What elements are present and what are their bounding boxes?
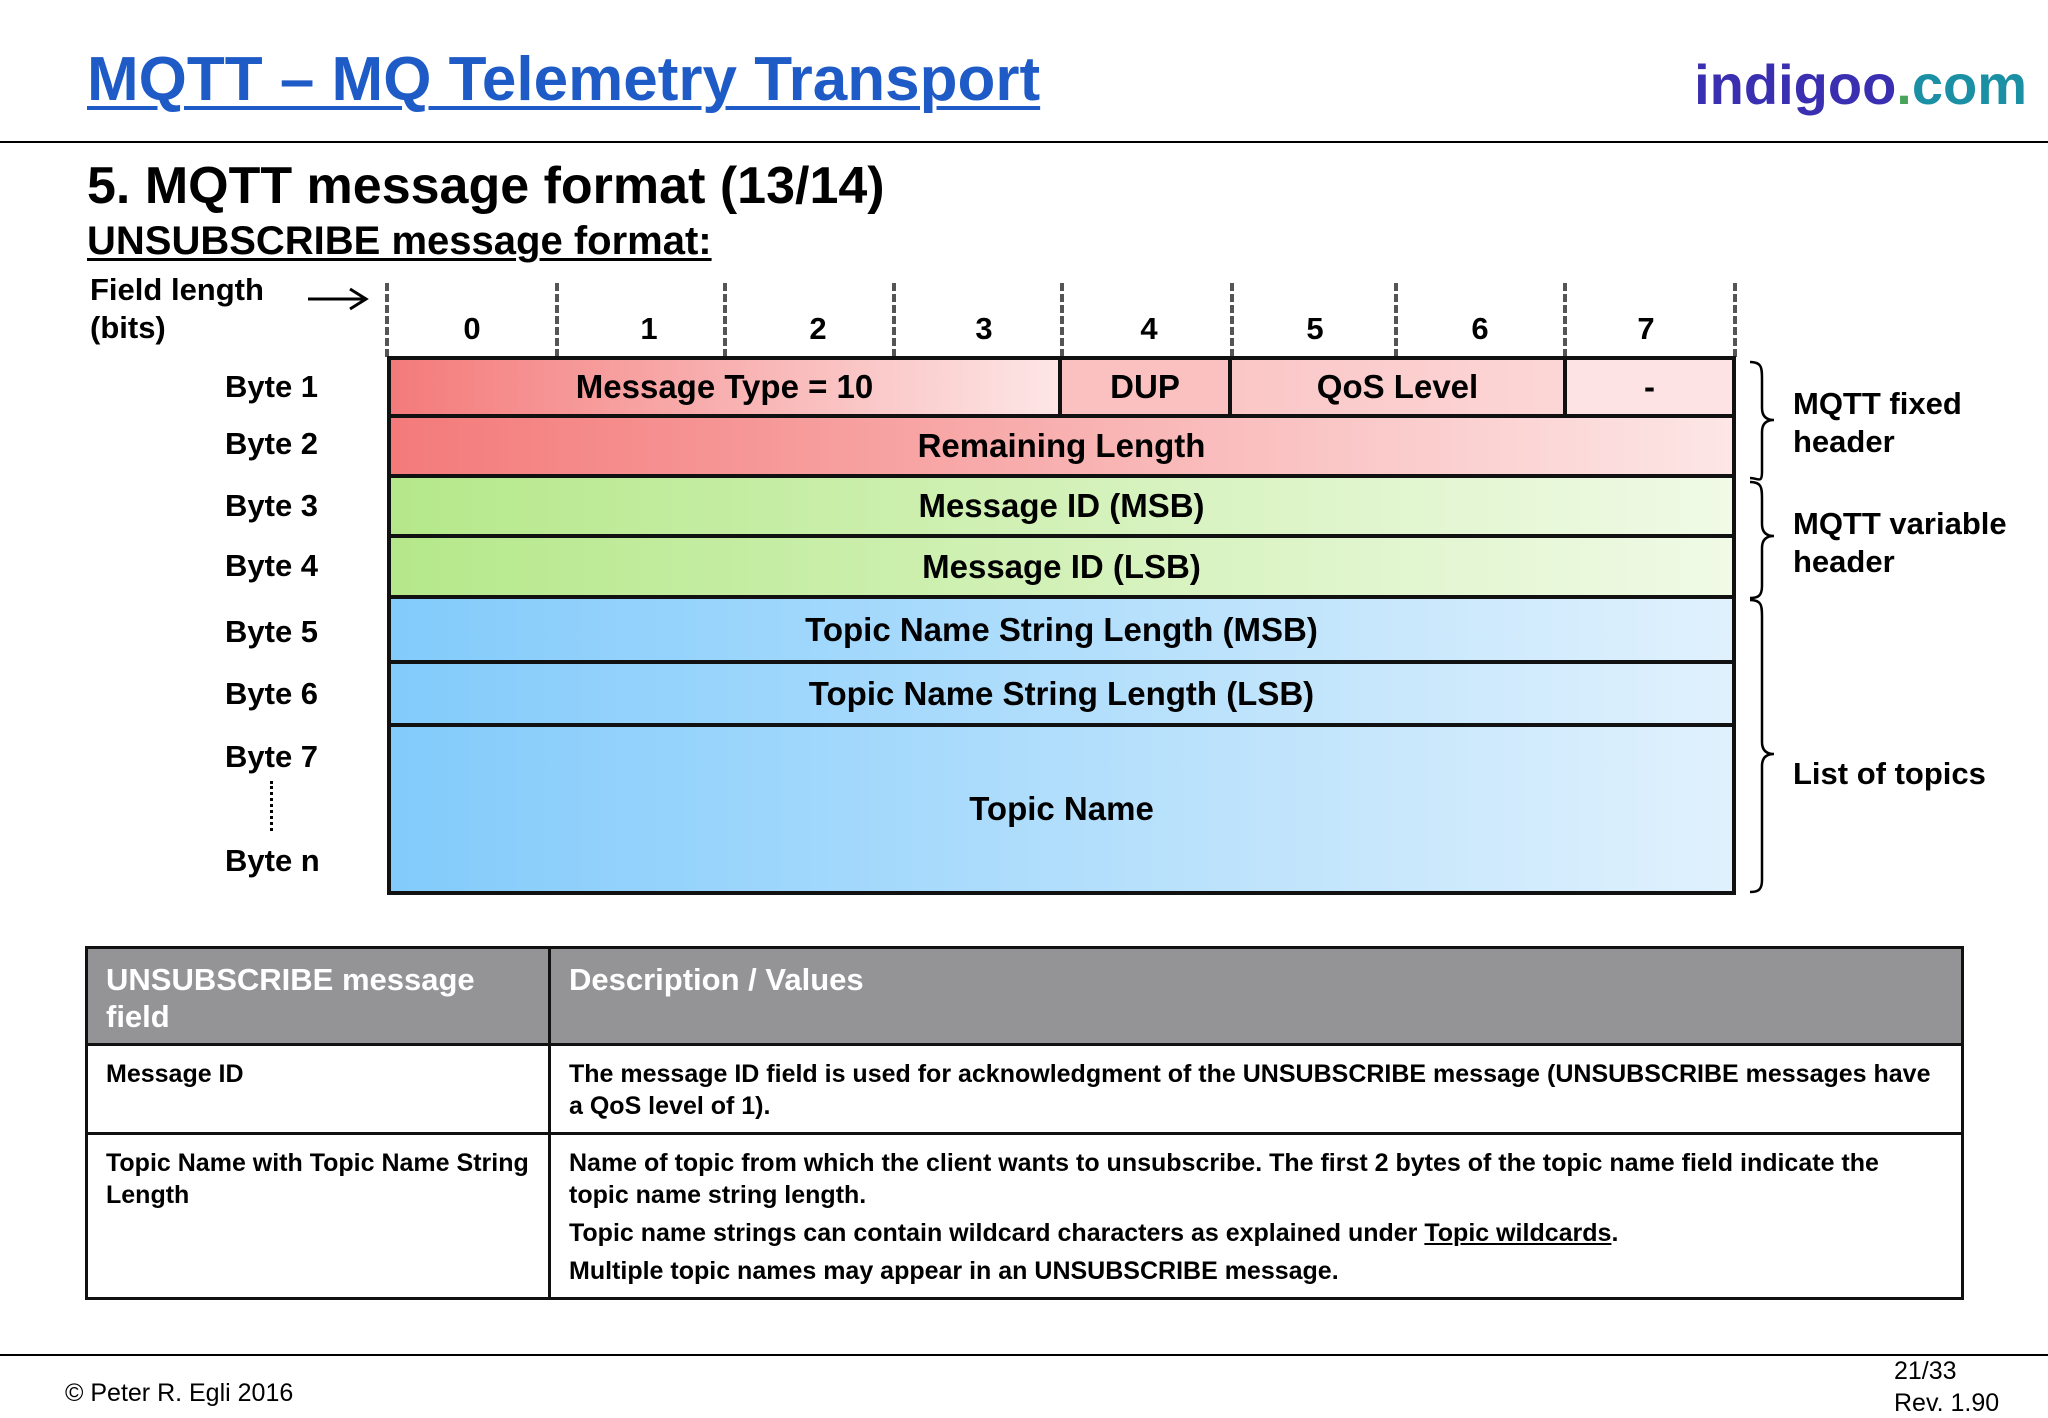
description-text-pre: Topic name strings can contain wildcard characters as explained under (569, 1219, 1425, 1247)
brand-tld: com (1911, 53, 2027, 116)
brace-label-variable-line2: header (1793, 544, 1895, 579)
topic-wildcards-link[interactable]: Topic wildcards (1424, 1219, 1612, 1247)
row-label-byte-7: Byte 7 (225, 739, 319, 774)
description-text-post: . (1611, 1219, 1619, 1247)
section-title: 5. MQTT message format (13/14) (87, 157, 885, 215)
bit-boundary (1733, 283, 1737, 357)
brace-label-fixed-line1: MQTT fixed (1793, 386, 1962, 421)
bit-boundary (1060, 283, 1064, 357)
field-qos-level: QoS Level (1228, 356, 1567, 418)
diagram-subtitle: UNSUBSCRIBE message format: (87, 219, 712, 263)
table-cell-field: Topic Name with Topic Name String Length (87, 1134, 550, 1299)
table-cell-description (550, 1045, 1963, 1134)
table-row (87, 1134, 1963, 1299)
row-label-byte-n: Byte n (225, 843, 320, 878)
table-header-row (87, 948, 1963, 1045)
description-text: Multiple topic names may appear in an UNSUBSCRIBE message. (569, 1257, 1339, 1285)
table-cell-description (550, 1134, 1963, 1299)
field-retain: - (1563, 356, 1736, 418)
footer-copyright: © Peter R. Egli 2016 (65, 1379, 294, 1407)
brace-variable-header (1750, 482, 1774, 598)
table-cell-field: Message ID (87, 1045, 550, 1134)
field-length-label-line2: (bits) (90, 310, 166, 345)
bit-number-7: 7 (1637, 311, 1655, 346)
bit-number-2: 2 (809, 311, 827, 346)
description-text (569, 1217, 1943, 1249)
table-header-description: Description / Values (550, 948, 1963, 1045)
row-label-byte-2: Byte 2 (225, 426, 319, 461)
row-label-byte-5: Byte 5 (225, 614, 319, 649)
footer-divider (0, 1354, 2048, 1356)
bit-number-5: 5 (1306, 311, 1324, 346)
field-topic-name: Topic Name (387, 723, 1736, 895)
bit-number-6: 6 (1471, 311, 1489, 346)
brand-dot: . (1896, 53, 1912, 116)
bit-boundary (723, 283, 727, 357)
field-remaining-length: Remaining Length (387, 414, 1736, 478)
brand-logo (1694, 52, 2027, 117)
brace-payload (1750, 600, 1774, 892)
field-topic-length-msb: Topic Name String Length (MSB) (387, 595, 1736, 664)
field-length-label (90, 271, 264, 347)
brace-label-topics: List of topics (1793, 756, 1986, 791)
footer-page-number: 21/33 (1894, 1357, 1957, 1385)
bit-number-1: 1 (640, 311, 658, 346)
row-label-byte-4: Byte 4 (225, 548, 319, 583)
row-ellipsis (270, 781, 273, 831)
row-label-byte-1: Byte 1 (225, 369, 319, 404)
bit-boundary (1230, 283, 1234, 357)
bit-boundary (892, 283, 896, 357)
field-message-type: Message Type = 10 (387, 356, 1062, 418)
bit-boundary (555, 283, 559, 357)
header-divider (0, 141, 2048, 143)
brand-name: indigoo (1694, 53, 1897, 116)
field-topic-length-lsb: Topic Name String Length (LSB) (387, 660, 1736, 727)
bit-boundary (1394, 283, 1398, 357)
bit-boundary (1563, 283, 1567, 357)
row-label-byte-3: Byte 3 (225, 488, 319, 523)
field-dup: DUP (1058, 356, 1232, 418)
field-message-id-msb: Message ID (MSB) (387, 474, 1736, 538)
row-label-byte-6: Byte 6 (225, 676, 319, 711)
field-message-id-lsb: Message ID (LSB) (387, 534, 1736, 599)
bit-number-4: 4 (1140, 311, 1158, 346)
header-braces (1748, 360, 1784, 896)
bit-number-0: 0 (463, 311, 481, 346)
description-text: Name of topic from which the client wants to unsubscribe. The first 2 bytes of the topic name field indicate the topic name string length. (569, 1149, 1879, 1209)
arrow-right-icon (306, 286, 370, 312)
bit-boundary (385, 283, 389, 357)
description-text: The message ID field is used for acknowledgment of the UNSUBSCRIBE message (UNSUBSCRIBE messages have a QoS level of 1). (569, 1060, 1931, 1120)
table-row (87, 1045, 1963, 1134)
field-description-table (85, 946, 1964, 1300)
brace-label-fixed-header (1793, 385, 1962, 461)
brace-label-variable-header (1793, 505, 2007, 581)
field-length-label-line1: Field length (90, 272, 264, 307)
footer-revision: Rev. 1.90 (1894, 1389, 2000, 1417)
bit-number-3: 3 (975, 311, 993, 346)
page-header-title: MQTT – MQ Telemetry Transport (87, 45, 1041, 114)
brace-label-fixed-line2: header (1793, 424, 1895, 459)
brace-fixed-header (1750, 362, 1774, 480)
brace-label-variable-line1: MQTT variable (1793, 506, 2007, 541)
table-header-field: UNSUBSCRIBE message field (87, 948, 550, 1045)
